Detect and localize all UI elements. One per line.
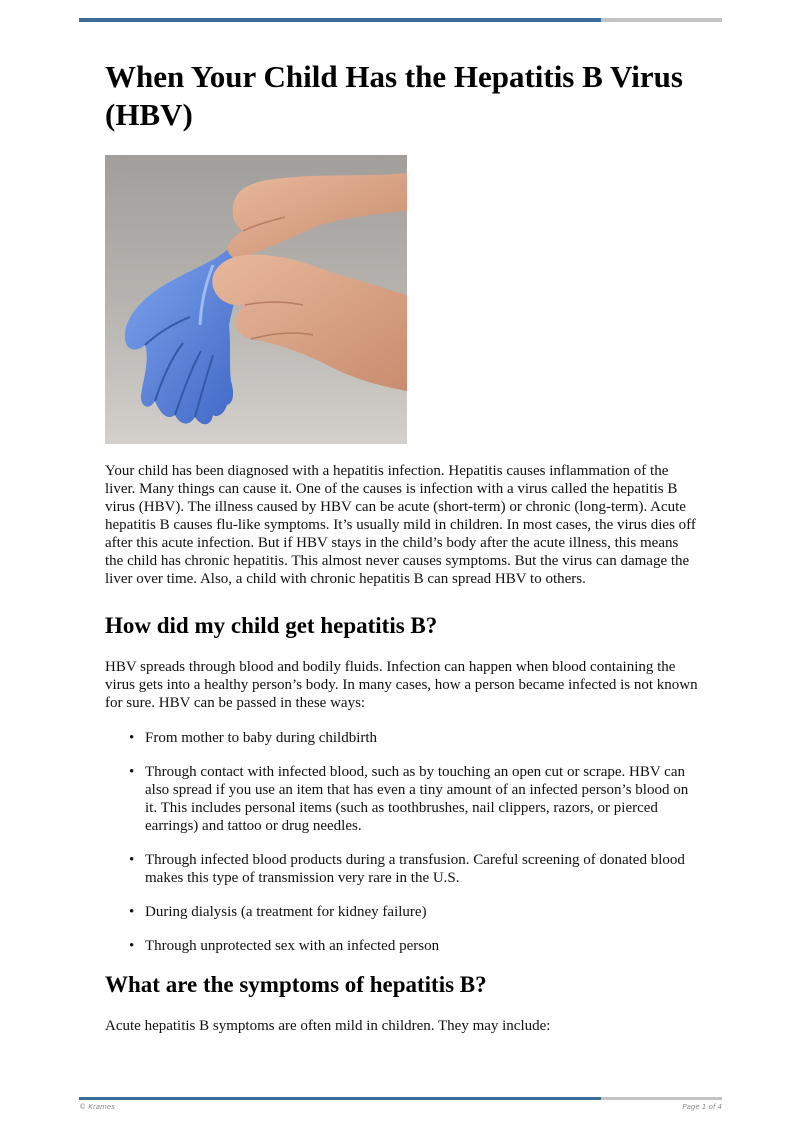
list-item: [129, 763, 700, 835]
list-item-text: Through unprotected sex with an infected person: [145, 938, 440, 954]
list-item: [129, 729, 700, 747]
bullet-icon: •: [129, 904, 135, 920]
footer-page-number: Page 1 of 4: [682, 1103, 722, 1111]
list-item: [129, 903, 700, 921]
footer-copyright: © Krames: [79, 1103, 115, 1111]
intro-paragraph: Your child has been diagnosed with a hepatitis infection. Hepatitis causes inflammation of the liver. Many things can cause it. One of the causes is infection with a virus called the hepatitis B virus (HBV). The illness caused by HBV can be acute (short-term) or chronic (long-term). Acute hepatitis B causes flu-like symptoms. It’s usually mild in children. In most cases, the virus dies off after this acute infection. But if HBV stays in the child’s body after the acute illness, this means the child has chronic hepatitis. This almost never causes symptoms. But the virus can damage the liver over time. Also, a child with chronic hepatitis B can spread HBV to others.: [105, 463, 696, 587]
bullet-icon: •: [129, 852, 135, 868]
bottom-rule-gray: [601, 1097, 722, 1100]
gloves-illustration: [105, 155, 407, 444]
transmission-list: [105, 729, 700, 955]
list-item-text: From mother to baby during childbirth: [145, 730, 378, 746]
document-body: [105, 58, 700, 1035]
list-item-text: During dialysis (a treatment for kidney failure): [145, 904, 427, 920]
bottom-rule: [79, 1097, 722, 1100]
list-item-text: Through contact with infected blood, such as by touching an open cut or scrape. HBV can also spread if you use an item that has even a tiny amount of an infected person’s blood on it. This includes personal items (such as toothbrushes, nail clippers, razors, or pierced earrings) and tattoo or drug needles.: [145, 764, 689, 834]
list-item: [129, 937, 700, 955]
section-heading-symptoms: What are the symptoms of hepatitis B?: [105, 972, 487, 997]
bullet-icon: •: [129, 938, 135, 954]
top-rule-accent: [79, 18, 601, 22]
section-heading-transmission: How did my child get hepatitis B?: [105, 613, 438, 638]
list-item: [129, 851, 700, 887]
gloves-photo: [105, 155, 407, 444]
list-item-text: Through infected blood products during a transfusion. Careful screening of donated blood makes this type of transmission very rare in the U.S.: [145, 852, 685, 886]
bottom-rule-accent: [79, 1097, 601, 1100]
bullet-icon: •: [129, 764, 135, 780]
bullet-icon: •: [129, 730, 135, 746]
page-title: When Your Child Has the Hepatitis B Virus (HBV): [105, 59, 683, 132]
top-rule-gray: [601, 18, 722, 22]
top-rule: [79, 18, 722, 22]
symptoms-paragraph: Acute hepatitis B symptoms are often mild in children. They may include:: [105, 1018, 551, 1034]
transmission-paragraph: HBV spreads through blood and bodily fluids. Infection can happen when blood containing the virus gets into a healthy person’s body. In many cases, how a person became infected is not known for sure. HBV can be passed in these ways:: [105, 659, 698, 711]
